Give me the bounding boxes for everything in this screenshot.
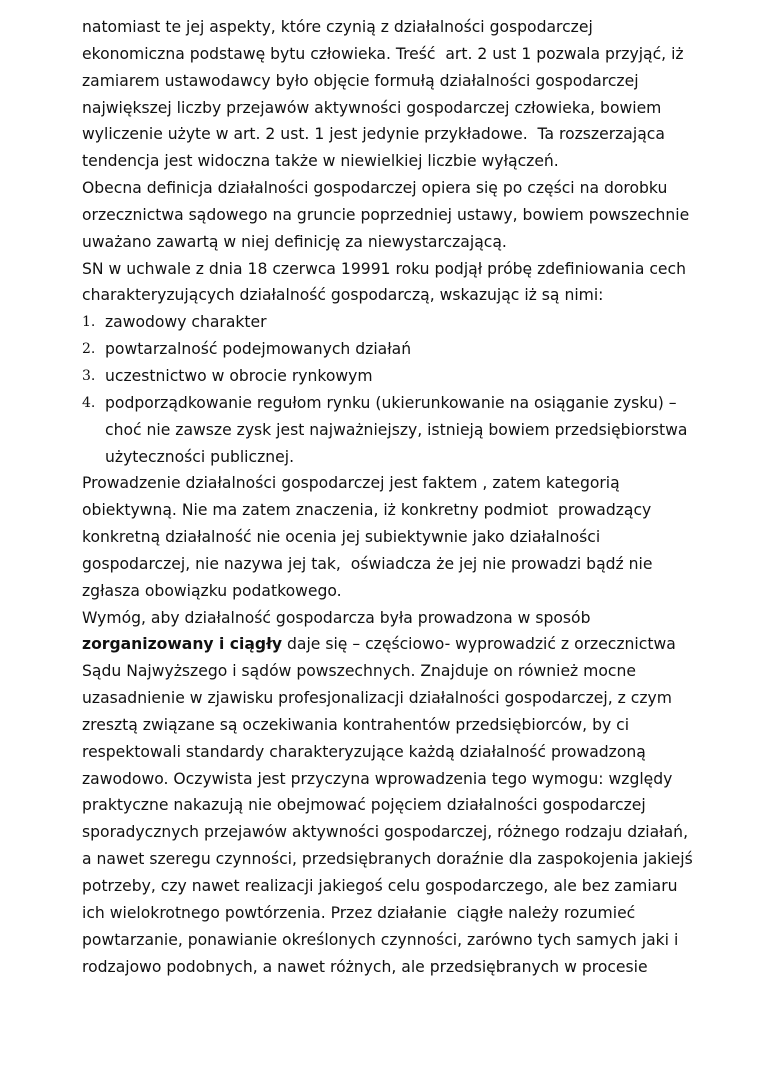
text-line: rodzajowo podobnych, a nawet różnych, ale przedsiębranych w procesie [82,957,648,976]
text-line: zawodowo. Oczywista jest przyczyna wprowadzenia tego wymogu: względy [82,769,673,788]
text-line: tendencja jest widoczna także w niewielkiej liczbie wyłączeń. [82,152,559,171]
list-item-line: użyteczności publicznej. [105,447,295,466]
text-line: Sądu Najwyższego i sądów powszechnych. Znajduje on również mocne [82,662,636,681]
list-item-text: powtarzalność podejmowanych działań [105,340,412,359]
text-line: a nawet szeregu czynności, przedsiębranych doraźnie dla zaspokojenia jakiejś [82,850,693,869]
paragraph-4 [82,470,702,604]
text-line: Wymóg, aby działalność gospodarcza była prowadzona w sposób [82,608,591,627]
text-line: konkretną działalność nie ocenia jej subiektywnie jako działalności [82,528,601,547]
text-line: zamiarem ustawodawcy było objęcie formułą działalności gospodarczej [82,71,639,90]
text-line: gospodarczej, nie nazywa jej tak, oświadcza że jej nie prowadzi bądź nie [82,554,653,573]
paragraph-1 [82,14,702,175]
list-item-line [82,309,702,336]
list-item-line [82,390,702,417]
list-item [82,363,702,390]
text-line: zgłasza obowiązku podatkowego. [82,581,342,600]
text-line: uważano zawartą w niej definicję za niewystarczającą. [82,232,507,251]
text-line: charakteryzujących działalność gospodarczą, wskazując iż są nimi: [82,286,604,305]
numbered-list [82,309,702,470]
text-line: Obecna definicja działalności gospodarczej opiera się po części na dorobku [82,179,668,198]
text-line: praktyczne nakazują nie obejmować pojęciem działalności gospodarczej [82,796,646,815]
text-line: orzecznictwa sądowego na gruncie poprzedniej ustawy, bowiem powszechnie [82,205,690,224]
list-number: 2. [82,341,96,358]
list-number: 4. [82,394,96,411]
text-line: wyliczenie użyte w art. 2 ust. 1 jest jedynie przykładowe. Ta rozszerzająca [82,125,665,144]
text-line: sporadycznych przejawów aktywności gospodarczej, różnego rodzaju działań, [82,823,689,842]
paragraph-3 [82,256,702,310]
text-line: SN w uchwale z dnia 18 czerwca 19991 roku podjął próbę zdefiniowania cech [82,259,686,278]
list-item-line: choć nie zawsze zysk jest najważniejszy, istnieją bowiem przedsiębiorstwa [105,420,688,439]
list-number: 1. [82,314,96,331]
document-body [82,14,702,980]
list-item-text: podporządkowanie regułom rynku (ukierunkowanie na osiąganie zysku) – [105,393,677,412]
list-item [82,309,702,336]
text-line: respektowali standardy charakteryzujące każdą działalność prowadzoną [82,742,646,761]
text-line: obiektywną. Nie ma zatem znaczenia, iż konkretny podmiot prowadzący [82,501,652,520]
list-item-line [82,363,702,390]
text-line: uzasadnienie w zjawisku profesjonalizacji działalności gospodarczej, z czym [82,689,672,708]
list-item [82,336,702,363]
list-item-text: zawodowy charakter [105,313,267,332]
paragraph-5 [82,605,702,981]
list-item-text: uczestnictwo w obrocie rynkowym [105,366,373,385]
text-line: ich wielokrotnego powtórzenia. Przez działanie ciągłe należy rozumieć [82,903,636,922]
text-line: natomiast te jej aspekty, które czynią z działalności gospodarczej [82,18,593,36]
paragraph-2 [82,175,702,256]
bold-phrase: zorganizowany i ciągły [82,635,283,654]
text-line: ekonomiczna podstawę bytu człowieka. Treść art. 2 ust 1 pozwala przyjąć, iż [82,44,684,63]
list-item-line [82,336,702,363]
text-line: powtarzanie, ponawianie określonych czynności, zarówno tych samych jaki i [82,930,679,949]
text-line: zresztą związane są oczekiwania kontrahentów przedsiębiorców, by ci [82,715,630,734]
text-after-bold: daje się – częściowo- wyprowadzić z orzecznictwa [282,635,676,654]
text-line: potrzeby, czy nawet realizacji jakiegoś celu gospodarczego, ale bez zamiaru [82,877,678,895]
list-item [82,390,702,471]
list-number: 3. [82,367,96,384]
text-line: Prowadzenie działalności gospodarczej jest faktem , zatem kategorią [82,474,620,493]
text-line-with-bold [82,631,702,658]
text-line: największej liczby przejawów aktywności gospodarczej człowieka, bowiem [82,98,662,117]
